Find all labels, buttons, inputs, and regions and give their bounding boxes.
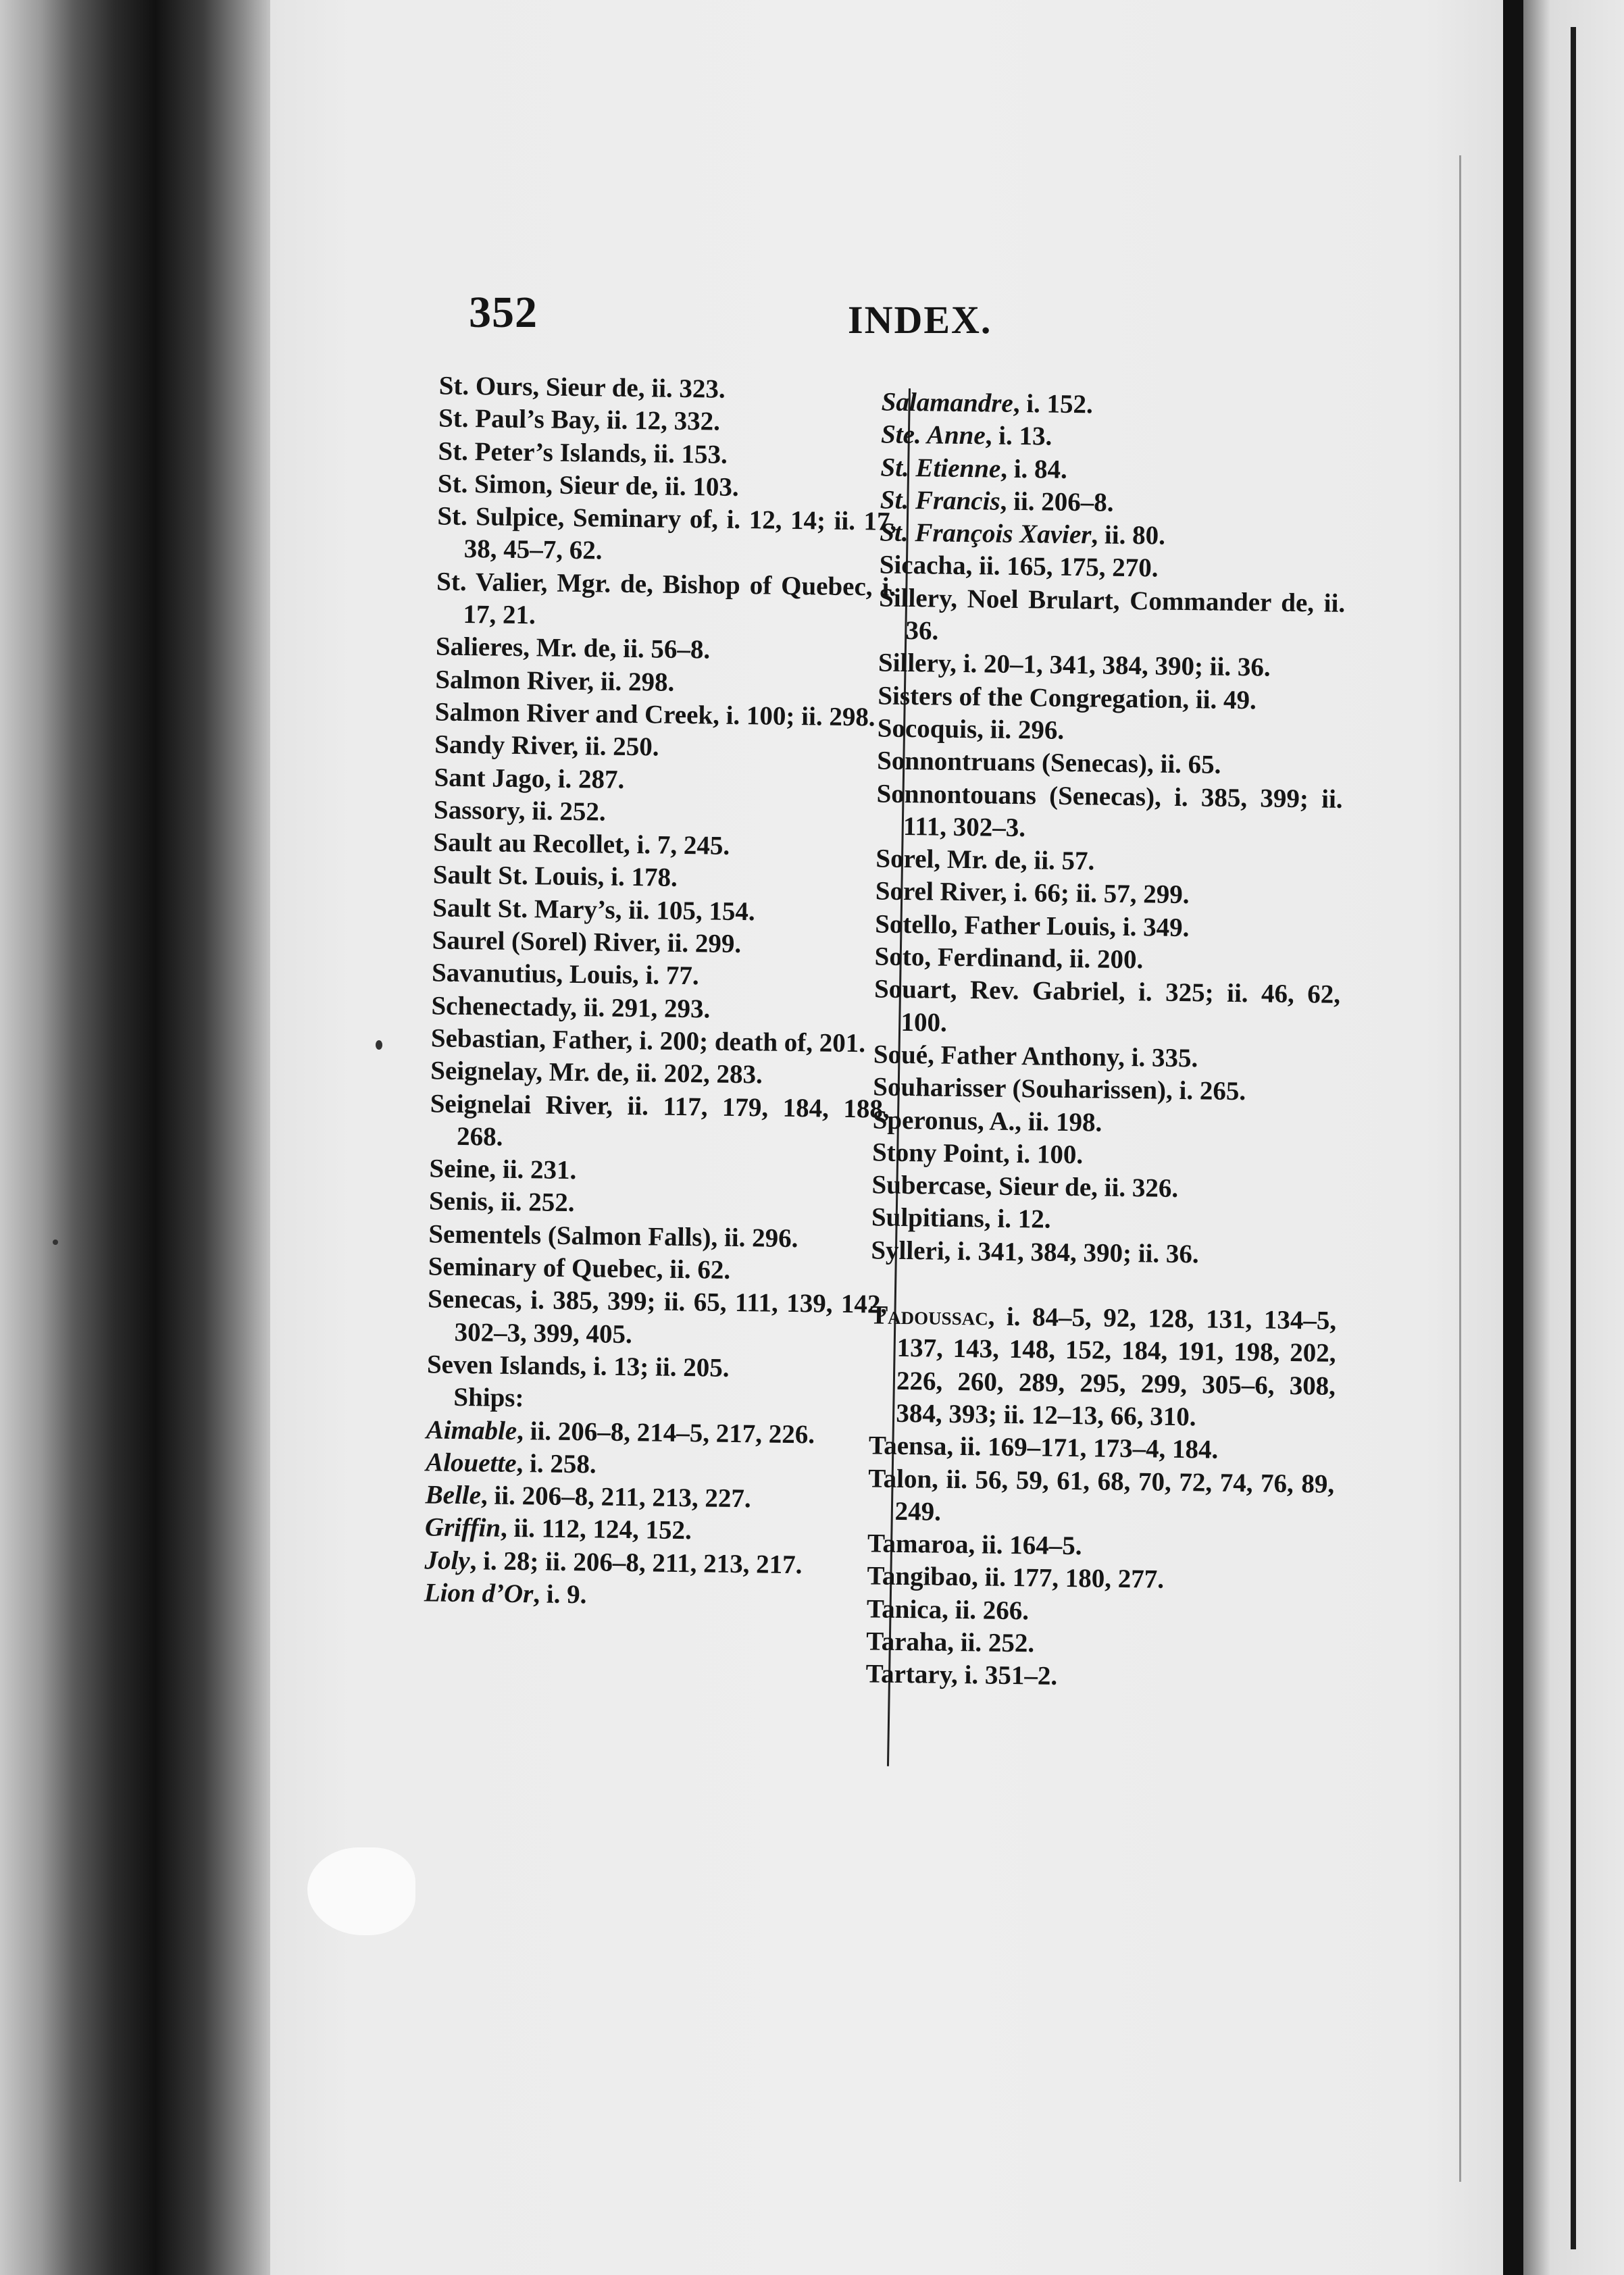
index-entry [438, 436, 898, 474]
entry-text: Saurel (Sorel) River, ii. 299. [432, 925, 742, 959]
entry-text: Sebastian, Father, i. 200; death of, 201. [430, 1023, 866, 1058]
entry-text: Sault St. Louis, i. 178. [432, 860, 678, 893]
ship-name: St. Francis [880, 485, 1000, 516]
ship-name: St. François Xavier [880, 517, 1092, 550]
index-column-right [865, 386, 1348, 1696]
section-gap [897, 1267, 1337, 1305]
ink-speck [376, 1040, 382, 1050]
running-head: INDEX. [848, 298, 992, 342]
entry-text: Talon, ii. 56, 59, 61, 68, 70, 72, 74, 76, 89, 249. [867, 1463, 1335, 1527]
entry-text: Tamaroa, ii. 164–5. [867, 1529, 1082, 1561]
entry-text: St. Peter’s Islands, ii. 153. [438, 436, 728, 469]
index-subentry [880, 517, 1346, 555]
index-entry [867, 1462, 1335, 1533]
index-entry [433, 794, 894, 832]
entry-text: Seven Islands, i. 13; ii. 205. [426, 1350, 730, 1383]
entry-text: Sulpitians, i. 12. [871, 1202, 1051, 1235]
index-entry [878, 582, 1346, 653]
entry-text: , ii. 80. [1091, 520, 1166, 551]
index-entry [438, 370, 898, 408]
index-subentry [424, 1545, 884, 1583]
index-entry [871, 1137, 1339, 1175]
index-entry [876, 745, 1344, 783]
index-entry [429, 1153, 889, 1191]
index-heading [453, 1381, 886, 1419]
index-entry [437, 468, 898, 506]
entry-text: Souharisser (Souharissen), i. 265. [873, 1072, 1246, 1106]
index-entry [435, 664, 895, 702]
index-subentry [426, 1414, 886, 1452]
index-entry [436, 566, 896, 636]
entry-text: Ships: [453, 1383, 524, 1413]
entry-text: St. Sulpice, Seminary of, i. 12, 14; ii. 17, 38, 45–7, 62. [437, 501, 897, 565]
ship-name: Ste. Anne [880, 419, 986, 451]
index-subentry [880, 452, 1347, 490]
ship-name: Alouette [425, 1448, 517, 1478]
entry-text: , ii. 206–8, 211, 213, 227. [480, 1481, 751, 1514]
entry-text: Savanutius, Louis, i. 77. [431, 958, 699, 991]
entry-text: Sisters of the Congregation, ii. 49. [878, 681, 1257, 715]
ship-name: Belle [425, 1480, 482, 1510]
entry-text: Senecas, i. 385, 399; ii. 65, 111, 139, 142, 302–3, 399, 405. [427, 1284, 888, 1349]
entry-text: , i. 84–5, 92, 128, 131, 134–5, 137, 143, 148, 152, 184, 191, 198, 202, 226, 260, 289, 295, 299, 305–6, 308, 384, 393; ii. 12–13, 66, 310. [896, 1302, 1337, 1432]
index-entry [873, 1071, 1340, 1109]
index-subentry [424, 1577, 884, 1615]
ship-name: Griffin [424, 1512, 501, 1543]
index-entry [430, 1055, 890, 1093]
entry-text: Taensa, ii. 169–171, 173–4, 184. [868, 1431, 1219, 1464]
index-entry [432, 925, 892, 963]
entry-text: , i. 13. [985, 421, 1052, 451]
index-entry [871, 1235, 1338, 1273]
entry-text: Sillery, i. 20–1, 341, 384, 390; ii. 36. [878, 648, 1271, 682]
index-entry [868, 1430, 1336, 1468]
index-entry [874, 941, 1341, 979]
entry-text: Seignelay, Mr. de, ii. 202, 283. [430, 1056, 763, 1090]
index-entry [428, 1185, 889, 1223]
index-subentry [881, 386, 1348, 424]
index-column-left [424, 370, 898, 1615]
entry-text: Seine, ii. 231. [429, 1154, 577, 1185]
index-subentry [425, 1479, 885, 1517]
entry-text: Sandy River, ii. 250. [434, 730, 659, 762]
entry-text: Seignelai River, ii. 117, 179, 184, 188, 268. [430, 1088, 890, 1152]
page-edge-dark [1503, 0, 1523, 2275]
index-entry [437, 501, 897, 571]
index-entry [878, 680, 1344, 718]
ship-name: Lion d’Or [424, 1578, 534, 1609]
entry-text: , i. 28; ii. 206–8, 211, 213, 217. [470, 1545, 803, 1579]
index-entry [434, 729, 894, 767]
entry-text: , ii. 206–8. [1000, 486, 1114, 517]
entry-text: Sault au Recollet, i. 7, 245. [433, 827, 730, 861]
index-entry [871, 1169, 1338, 1207]
index-entry [430, 1088, 890, 1158]
entry-text: Senis, ii. 252. [428, 1186, 575, 1218]
entry-text: Seminary of Quebec, ii. 62. [428, 1252, 731, 1285]
entry-text: Tangibao, ii. 177, 180, 277. [867, 1561, 1165, 1595]
entry-text: , i. 84. [1000, 454, 1068, 484]
entry-text: , ii. 206–8, 214–5, 217, 226. [516, 1416, 815, 1449]
entry-text: Soto, Ferdinand, ii. 200. [874, 942, 1144, 975]
entry-text: Sorel, Mr. de, ii. 57. [876, 844, 1095, 876]
entry-text: Sillery, Noel Brulart, Commander de, ii. 36. [878, 583, 1346, 646]
entry-text: Salieres, Mr. de, ii. 56–8. [435, 632, 711, 665]
entry-text: , i. 152. [1013, 388, 1094, 419]
ship-name: St. Etienne [880, 453, 1001, 484]
entry-text: , i. 258. [516, 1448, 597, 1479]
entry-text: St. Ours, Sieur de, ii. 323. [438, 371, 726, 404]
index-entry [866, 1593, 1334, 1631]
index-entry [866, 1626, 1333, 1664]
entry-text: St. Valier, Mgr. de, Bishop of Quebec, i. 17, 21. [436, 567, 896, 630]
index-subentry [424, 1512, 885, 1550]
entry-text: Sault St. Mary’s, ii. 105, 154. [432, 893, 755, 927]
index-subentry [425, 1447, 886, 1485]
index-entry [876, 843, 1342, 881]
index-entry [434, 762, 894, 800]
index-entry [432, 892, 892, 930]
entry-text: Sicacha, ii. 165, 175, 270. [879, 550, 1159, 584]
index-entry [428, 1251, 888, 1289]
index-entry [865, 1658, 1332, 1696]
index-subentry [880, 419, 1348, 457]
index-entry [435, 631, 896, 669]
entry-text: Taraha, ii. 252. [866, 1627, 1035, 1658]
index-subentry [880, 484, 1347, 522]
index-entry [432, 859, 893, 897]
entry-text: St. Simon, Sieur de, ii. 103. [437, 469, 739, 502]
ship-name: Salamandre [881, 387, 1014, 418]
entry-term: Tadoussac [869, 1300, 988, 1331]
index-entry [428, 1219, 888, 1256]
paper-blemish [307, 1847, 415, 1935]
entry-text: Speronus, A., ii. 198. [872, 1104, 1102, 1138]
entry-text: Stony Point, i. 100. [871, 1138, 1084, 1170]
index-entry [427, 1283, 888, 1354]
ink-speck [53, 1239, 58, 1245]
index-entry [873, 973, 1341, 1044]
index-entry [434, 696, 895, 734]
entry-text: Tanica, ii. 266. [866, 1594, 1030, 1625]
entry-text: Sotello, Father Louis, i. 349. [875, 909, 1190, 942]
index-entry [438, 403, 898, 440]
entry-text: Sorel River, i. 66; ii. 57, 299. [875, 876, 1190, 910]
index-entry [867, 1560, 1334, 1598]
index-entry [433, 827, 893, 865]
index-entry [431, 990, 891, 1028]
index-entry [431, 957, 892, 995]
facing-page-edge-line [1571, 27, 1576, 2249]
page-edge-shadow [1459, 155, 1461, 2182]
index-entry [873, 1039, 1340, 1077]
entry-text: Sassory, ii. 252. [433, 795, 606, 827]
index-entry [872, 1104, 1339, 1142]
book-binding-shadow [0, 0, 290, 2275]
index-entry [869, 1300, 1337, 1435]
index-entry [430, 1023, 891, 1060]
index-entry [426, 1349, 887, 1387]
ship-name: Joly [424, 1545, 470, 1575]
index-entry [876, 778, 1343, 849]
ship-name: Aimable [426, 1414, 517, 1446]
index-entry [877, 713, 1344, 750]
entry-text: Socoquis, ii. 296. [877, 713, 1065, 745]
entry-text: St. Paul’s Bay, ii. 12, 332. [438, 403, 721, 436]
entry-text: Sonnontruans (Senecas), ii. 65. [876, 746, 1221, 779]
index-entry [871, 1202, 1338, 1239]
entry-text: Sylleri, i. 341, 384, 390; ii. 36. [871, 1235, 1199, 1269]
index-entry [879, 549, 1346, 587]
entry-text: Sonnontouans (Senecas), i. 385, 399; ii. 111, 302–3. [876, 779, 1343, 843]
entry-text: Salmon River and Creek, i. 100; ii. 298. [434, 697, 876, 732]
entry-text: Salmon River, ii. 298. [435, 665, 675, 697]
entry-text: Souart, Rev. Gabriel, i. 325; ii. 46, 62, 100. [873, 974, 1341, 1038]
entry-text: , ii. 112, 124, 152. [500, 1514, 692, 1545]
entry-text: , i. 9. [533, 1579, 587, 1610]
index-entry [878, 647, 1345, 685]
index-entry [867, 1528, 1334, 1566]
entry-text: Schenectady, ii. 291, 293. [431, 991, 711, 1024]
page-number: 352 [469, 288, 538, 337]
index-entry [875, 875, 1342, 913]
entry-text: Tartary, i. 351–2. [865, 1659, 1058, 1691]
entry-text: Sementels (Salmon Falls), ii. 296. [428, 1219, 798, 1253]
entry-text: Subercase, Sieur de, ii. 326. [871, 1170, 1179, 1204]
entry-text: Soué, Father Anthony, i. 335. [873, 1040, 1198, 1073]
index-entry [875, 909, 1342, 946]
entry-text: Sant Jago, i. 287. [434, 763, 625, 794]
